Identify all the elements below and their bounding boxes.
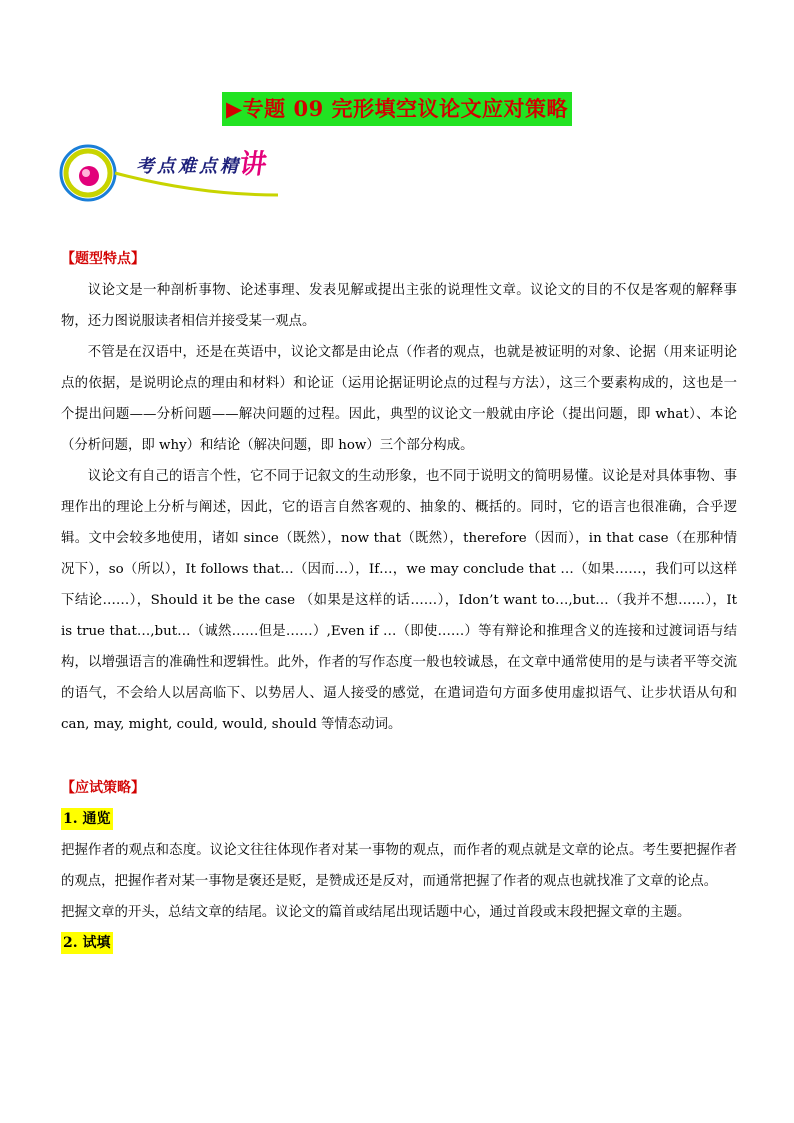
- item-label-2: 2. 试填: [61, 928, 737, 959]
- title-wrap: [0, 92, 794, 126]
- section-heading-features: 【题型特点】: [61, 251, 145, 267]
- paragraph: 不管是在汉语中，还是在英语中，议论文都是由论点（作者的观点，也就是被证明的对象、论据（用来证明论点的依据，是说明论点的理由和材料）和论证（运用论据证明论点的过程与方法），这三个要素构成的，这也是一个提出问题——分析问题——解决问题的过程。因此，典型的议论文一般就由序论（提出问题，即 what）、本论（分析问题，即 why）和结论（解决问题，即 how）三个部分构成。: [61, 345, 737, 453]
- section-features: [61, 244, 737, 740]
- section-strategy: [61, 773, 737, 959]
- page-title: ▶专题 09 完形填空议论文应对策略: [222, 92, 572, 126]
- paragraph: 把握作者的观点和态度。议论文往往体现作者对某一事物的观点，而作者的观点就是文章的论点。考生要把握作者的观点，把握作者对某一事物是褒还是贬，是赞成还是反对，而通常把握了作者的观点也就找准了文章的论点。: [61, 843, 737, 889]
- logo-big-char: 讲: [237, 149, 269, 180]
- logo-text: 考点难点精: [136, 156, 241, 177]
- section-heading-strategy: 【应试策略】: [61, 780, 145, 796]
- item-label-1: 1. 通览: [61, 804, 737, 835]
- paragraph: 把握文章的开头，总结文章的结尾。议论文的篇首或结尾出现话题中心，通过首段或末段把握文章的主题。: [61, 905, 691, 920]
- paragraph: 议论文有自己的语言个性，它不同于记叙文的生动形象，也不同于说明文的简明易懂。议论是对具体事物、事理作出的理论上分析与阐述，因此，它的语言自然客观的、抽象的、概括的。同时，它的语言也很准确，合乎逻辑。文中会较多地使用，诸如 since（既然），now that（既然），therefore（因而），in that case（在那种情况下），so（所以），It follows that…（因而…），If…，we may conclude that …（如果……，我们可以这样下结论……），Should it be the case （如果是这样的话……），Idon’t want to…,but…（我并不想……），It is true that…,but…（诚然……但是……）,Even if …（即使……）等有辩论和推理含义的连接和过渡词语与结构，以增强语言的准确性和逻辑性。此外，作者的写作态度一般也较诚恳，在文章中通常使用的是与读者平等交流的语气，不会给人以居高临下、以势居人、逼人接受的感觉，在遣词造句方面多使用虚拟语气、让步状语从句和 can, may, might, could, would, should 等情态动词。: [61, 469, 737, 732]
- paragraph: 议论文是一种剖析事物、论述事理、发表见解或提出主张的说理性文章。议论文的目的不仅是客观的解释事物，还力图说服读者相信并接受某一观点。: [61, 283, 737, 329]
